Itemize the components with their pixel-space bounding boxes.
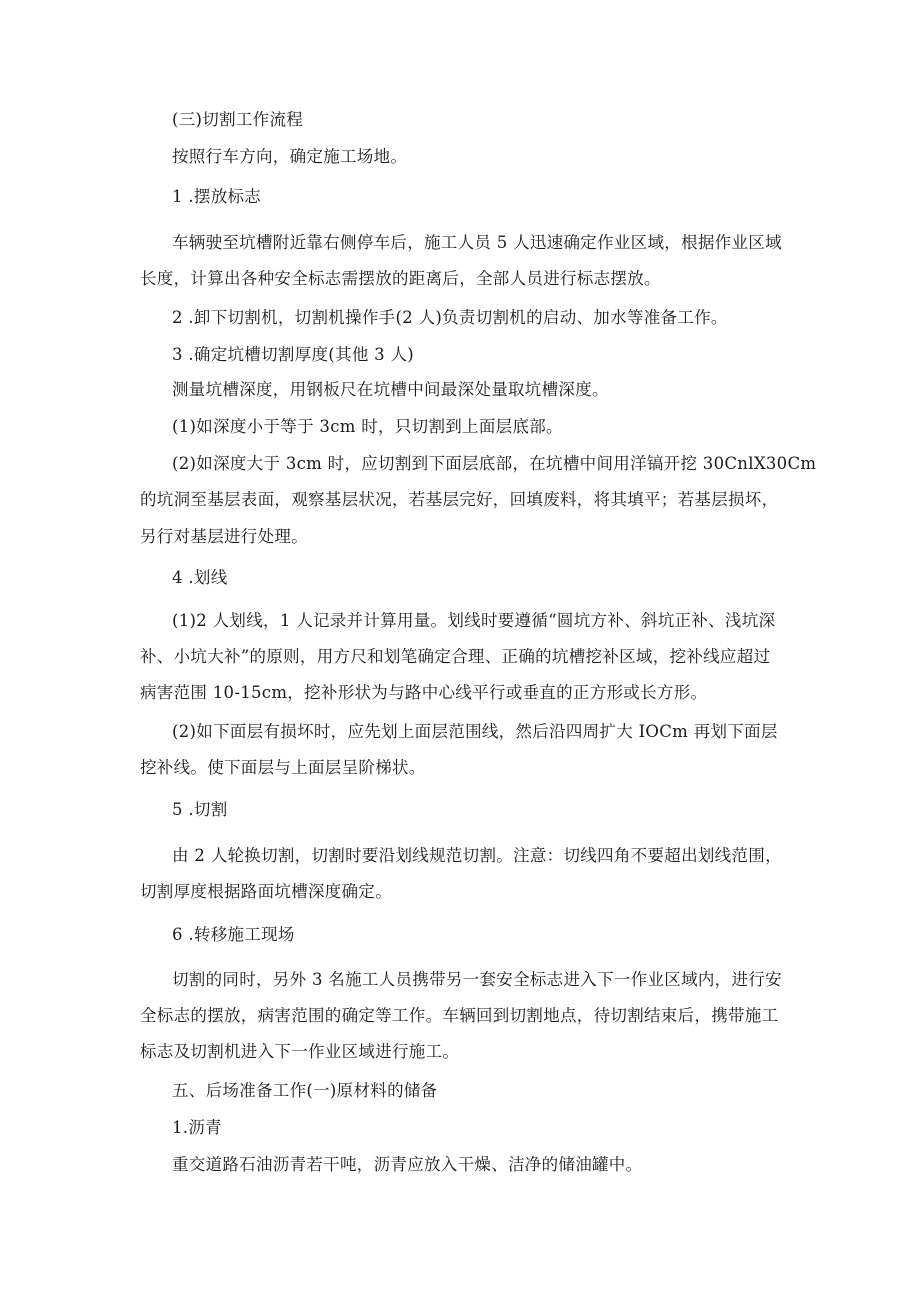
paragraph-line: 标志及切割机进入下一作业区域进行施工。 — [140, 1042, 460, 1061]
paragraph-line: 长度，计算出各种安全标志需摆放的距离后，全部人员进行标志摆放。 — [140, 269, 661, 288]
section-heading-cutting-workflow: (三)切割工作流程 — [172, 110, 304, 129]
paragraph-line: 病害范围 10-15cm，挖补形状为与路中心线平行或垂直的正方形或长方形。 — [140, 683, 708, 702]
paragraph-line: 全标志的摆放，病害范围的确定等工作。车辆回到切割地点，待切割结束后，携带施工 — [140, 1006, 779, 1025]
paragraph-line: 车辆驶至坑槽附近靠右侧停车后，施工人员 5 人迅速确定作业区域，根据作业区域 — [172, 233, 782, 252]
subheading-asphalt: 1.沥青 — [172, 1118, 222, 1137]
list-item: (1)2 人划线，1 人记录并计算用量。划线时要遵循“圆坑方补、斜坑正补、浅坑深 — [172, 611, 776, 630]
step-heading-cut-thickness: 3 .确定坑槽切割厚度(其他 3 人) — [172, 345, 415, 364]
step-heading-cutting: 5 .切割 — [172, 800, 228, 819]
step-heading-relocate-site: 6 .转移施工现场 — [172, 925, 295, 944]
paragraph-line: 按照行车方向，确定施工场地。 — [172, 147, 408, 166]
step-heading-place-signs: 1 .摆放标志 — [172, 187, 262, 206]
paragraph-line: 另行对基层进行处理。 — [140, 527, 308, 546]
paragraph-line: 的坑洞至基层表面，观察基层状况，若基层完好，回填废料，将其填平；若基层损坏， — [140, 490, 779, 509]
paragraph-line: 挖补线。使下面层与上面层呈阶梯状。 — [140, 758, 426, 777]
paragraph-line: 补、小坑大补”的原则，用方尺和划笔确定合理、正确的坑槽挖补区域，挖补线应超过 — [140, 647, 771, 666]
paragraph-line: 由 2 人轮换切割，切割时要沿划线规范切割。注意：切线四角不要超出划线范围， — [172, 846, 782, 865]
list-item: (1)如深度小于等于 3cm 时，只切割到上面层底部。 — [172, 417, 563, 436]
step-heading-unload-cutter: 2 .卸下切割机，切割机操作手(2 人)负责切割机的启动、加水等准备工作。 — [172, 308, 728, 327]
step-heading-marking: 4 .划线 — [172, 568, 228, 587]
paragraph-line: 测量坑槽深度，用钢板尺在坑槽中间最深处量取坑槽深度。 — [172, 380, 609, 399]
section-heading-backfield-prep: 五、后场准备工作(一)原材料的储备 — [172, 1081, 438, 1100]
paragraph-line: 切割厚度根据路面坑槽深度确定。 — [140, 882, 392, 901]
paragraph-line: 重交道路石油沥青若干吨，沥青应放入干燥、洁净的储油罐中。 — [172, 1155, 643, 1174]
paragraph-line: 切割的同时，另外 3 名施工人员携带另一套安全标志进入下一作业区域内，进行安 — [172, 970, 782, 989]
list-item: (2)如深度大于 3cm 时，应切割到下面层底部，在坑槽中间用洋镐开挖 30CnlX30Cm — [172, 454, 817, 473]
list-item: (2)如下面层有损坏时，应先划上面层范围线，然后沿四周扩大 IOCm 再划下面层 — [172, 722, 778, 741]
